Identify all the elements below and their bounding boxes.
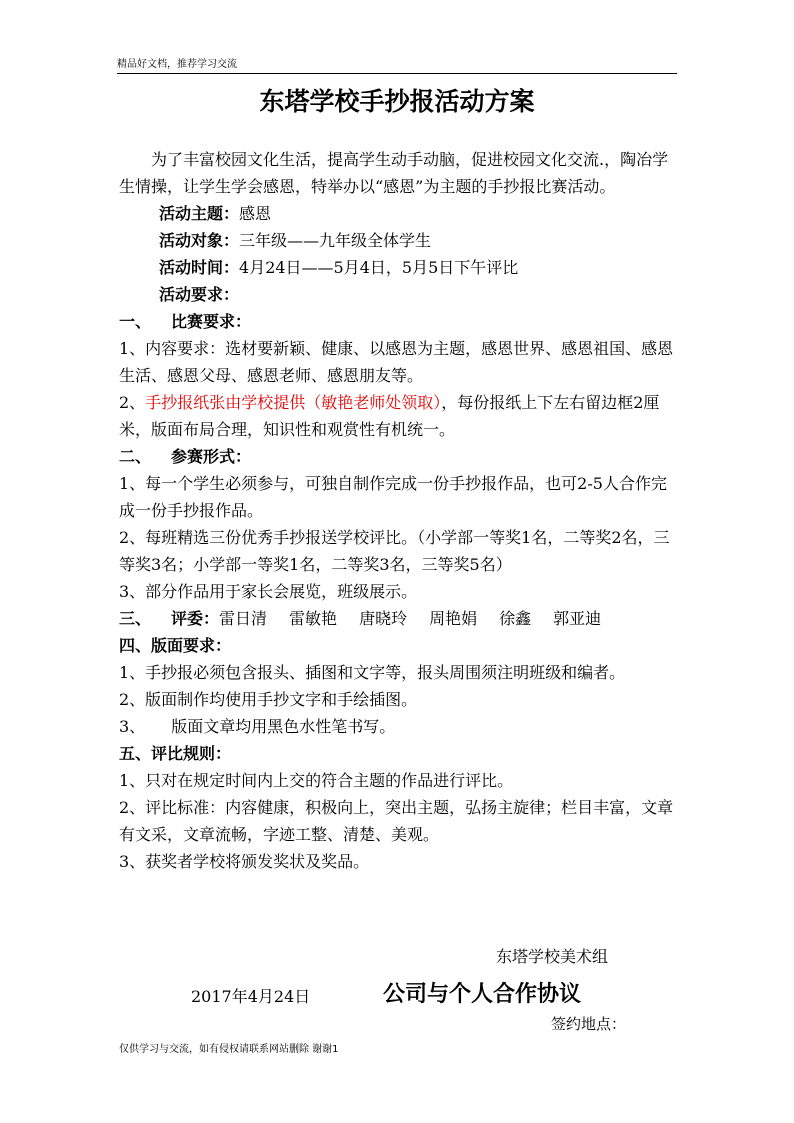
page-footer: 仅供学习与交流，如有侵权请联系网站删除 谢谢1	[119, 1044, 339, 1055]
activity-requirements-label: 活动要求：	[159, 285, 240, 304]
section-4-item-3	[119, 713, 679, 740]
item-2-number: 2、	[119, 393, 146, 412]
section-4-heading: 四、版面要求：	[119, 636, 232, 655]
judge-name: 郭亚迪	[553, 609, 602, 628]
section-2-item-3: 3、部分作品用于家长会展览，班级展示。	[119, 582, 418, 601]
theme-value: 感恩	[239, 204, 272, 223]
document-title: 东塔学校手抄报活动方案	[259, 87, 535, 116]
section-3-title: 评委：	[171, 609, 220, 628]
judge-name: 周艳娟	[429, 609, 478, 628]
section-3-judges	[119, 605, 679, 632]
judge-name: 雷敏艳	[289, 609, 338, 628]
section-1-heading	[119, 308, 679, 335]
page-header: 精品好文档，推荐学习交流	[117, 55, 677, 74]
section-4-item-2: 2、版面制作均使用手抄文字和手绘插图。	[119, 690, 418, 709]
activity-theme	[119, 200, 679, 227]
section-2-item-1: 1、每一个学生必须参与，可独自制作完成一份手抄报作品，也可2-5人合作完成一份手抄报作品。	[119, 474, 667, 520]
paper-supply-note: 手抄报纸张由学校提供（敏艳老师处领取）	[145, 393, 442, 412]
judge-name: 雷日清	[219, 609, 268, 628]
signature: 东塔学校美术组	[496, 947, 609, 966]
signing-place: 签约地点：	[551, 1015, 627, 1033]
section-5-heading: 五、评比规则：	[119, 744, 232, 763]
section-2-heading	[119, 443, 679, 470]
item-2-rest: ，每份报纸上下左右留边框2厘米，版面布局合理，知识性和观赏性有机统一。	[119, 393, 660, 439]
target-label: 活动对象：	[159, 231, 240, 250]
judge-name: 唐晓玲	[359, 609, 408, 628]
section-2-title: 参赛形式：	[171, 447, 252, 466]
section-2-number: 二、	[119, 447, 152, 466]
section-1-item-2	[119, 389, 679, 443]
section-5-item-3: 3、获奖者学校将颁发奖状及奖品。	[119, 852, 370, 871]
time-value: 4月24日——5月4日，5月5日下午评比	[239, 258, 519, 277]
section-1-item-1: 1、内容要求：选材要新颖、健康、以感恩为主题，感恩世界、感恩祖国、感恩生活、感恩父母、感恩老师、感恩朋友等。	[119, 339, 674, 385]
activity-time	[119, 254, 679, 281]
section-5-item-2: 2、评比标准：内容健康，积极向上，突出主题，弘扬主旋律；栏目丰富，文章有文采，文章流畅，字迹工整、清楚、美观。	[119, 798, 674, 844]
section-3-number: 三、	[119, 609, 152, 628]
section-2-item-2: 2、每班精选三份优秀手抄报送学校评比。（小学部一等奖1名，二等奖2名，三等奖3名；小学部一等奖1名，二等奖3名，三等奖5名）	[119, 528, 670, 574]
item-3-text: 版面文章均用黑色水性笔书写。	[171, 717, 396, 736]
section-4-item-1: 1、手抄报必须包含报头、插图和文字等，报头周围须注明班级和编者。	[119, 663, 626, 682]
document-date: 2017年4月24日	[191, 987, 311, 1006]
item-3-number: 3、	[119, 717, 146, 736]
target-value: 三年级——九年级全体学生	[239, 231, 432, 250]
section-1-number: 一、	[119, 312, 152, 331]
agreement-title: 公司与个人合作协议	[383, 982, 582, 1007]
section-5-item-1: 1、只对在规定时间内上交的符合主题的作品进行评比。	[119, 771, 514, 790]
intro-paragraph: 为了丰富校园文化生活，提高学生动手动脑，促进校园文化交流.，陶冶学生情操，让学生学会感恩，特举办以“感恩”为主题的手抄报比赛活动。	[119, 150, 669, 196]
activity-target	[119, 227, 679, 254]
theme-label: 活动主题：	[159, 204, 240, 223]
section-1-title: 比赛要求：	[171, 312, 252, 331]
time-label: 活动时间：	[159, 258, 240, 277]
document-body	[119, 146, 679, 875]
judge-name: 徐鑫	[499, 609, 532, 628]
